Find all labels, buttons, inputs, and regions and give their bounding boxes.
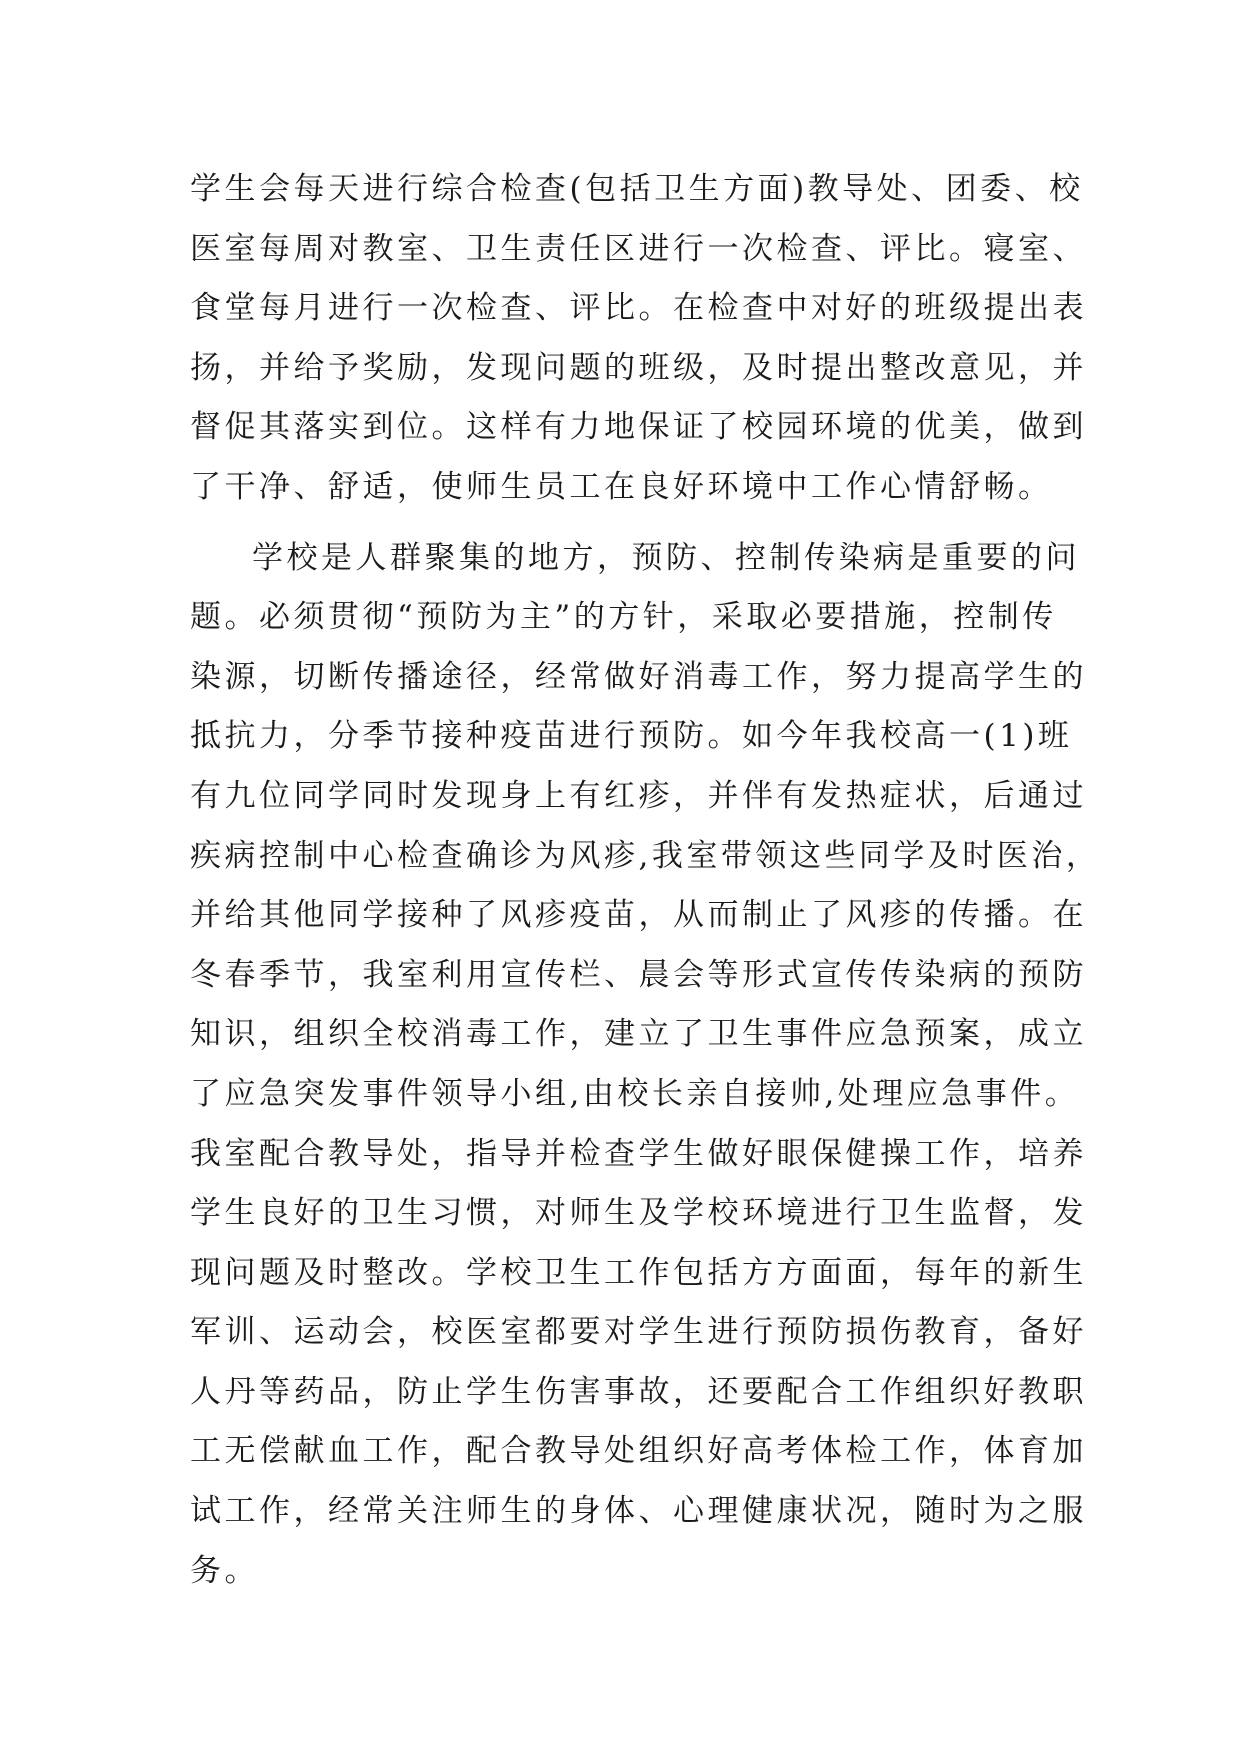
text-line: 食堂每月进行一次检查、评比。在检查中对好的班级提出表 (190, 290, 1087, 327)
text-line: 务。 (190, 1552, 259, 1589)
text-line: 冬春季节，我室利用宣传栏、晨会等形式宣传传染病的预防 (190, 956, 1087, 993)
text-line: 医室每周对教室、卫生责任区进行一次检查、评比。寝室、 (190, 230, 1087, 267)
text-line: 知识，组织全校消毒工作，建立了卫生事件应急预案，成立 (190, 1016, 1087, 1053)
text-line: 学生会每天进行综合检查(包括卫生方面)教导处、团委、校 (190, 171, 1084, 207)
text-line: 染源，切断传播途径，经常做好消毒工作，努力提高学生的 (190, 658, 1087, 695)
text-line: 了应急突发事件领导小组,由校长亲自接帅,处理应急事件。 (190, 1075, 1080, 1112)
paragraph-2 (190, 529, 1101, 1602)
text-line: 疾病控制中心检查确诊为风疹,我室带领这些同学及时医治， (190, 837, 1101, 874)
text-line: 了干净、舒适，使师生员工在良好环境中工作心情舒畅。 (190, 468, 1053, 505)
text-line: 扬，并给予奖励，发现问题的班级，及时提出整改意见，并 (190, 349, 1087, 386)
text-line: 学校是人群聚集的地方，预防、控制传染病是重要的问 (252, 539, 1080, 576)
paragraph-1 (190, 160, 1087, 518)
text-line: 题。必须贯彻“预防为主”的方针，采取必要措施，控制传 (190, 599, 1057, 636)
text-line: 试工作，经常关注师生的身体、心理健康状况，随时为之服 (190, 1493, 1087, 1530)
text-line: 并给其他同学接种了风疹疫苗，从而制止了风疹的传播。在 (190, 897, 1087, 934)
text-line: 现问题及时整改。学校卫生工作包括方方面面，每年的新生 (190, 1254, 1087, 1291)
text-line: 学生良好的卫生习惯，对师生及学校环境进行卫生监督，发 (190, 1195, 1087, 1232)
text-line: 有九位同学同时发现身上有红疹，并伴有发热症状，后通过 (190, 777, 1087, 814)
text-line: 工无偿献血工作，配合教导处组织好高考体检工作，体育加 (190, 1433, 1087, 1470)
paragraph-spacer (190, 518, 1070, 529)
document-body (190, 160, 1101, 1601)
text-line: 抵抗力，分季节接种疫苗进行预防。如今年我校高一(1)班 (190, 718, 1073, 755)
text-line: 督促其落实到位。这样有力地保证了校园环境的优美，做到 (190, 409, 1087, 446)
text-line: 军训、运动会，校医室都要对学生进行预防损伤教育，备好 (190, 1314, 1087, 1351)
text-line: 人丹等药品，防止学生伤害事故，还要配合工作组织好教职 (190, 1373, 1087, 1410)
text-line: 我室配合教导处，指导并检查学生做好眼保健操工作，培养 (190, 1135, 1087, 1172)
